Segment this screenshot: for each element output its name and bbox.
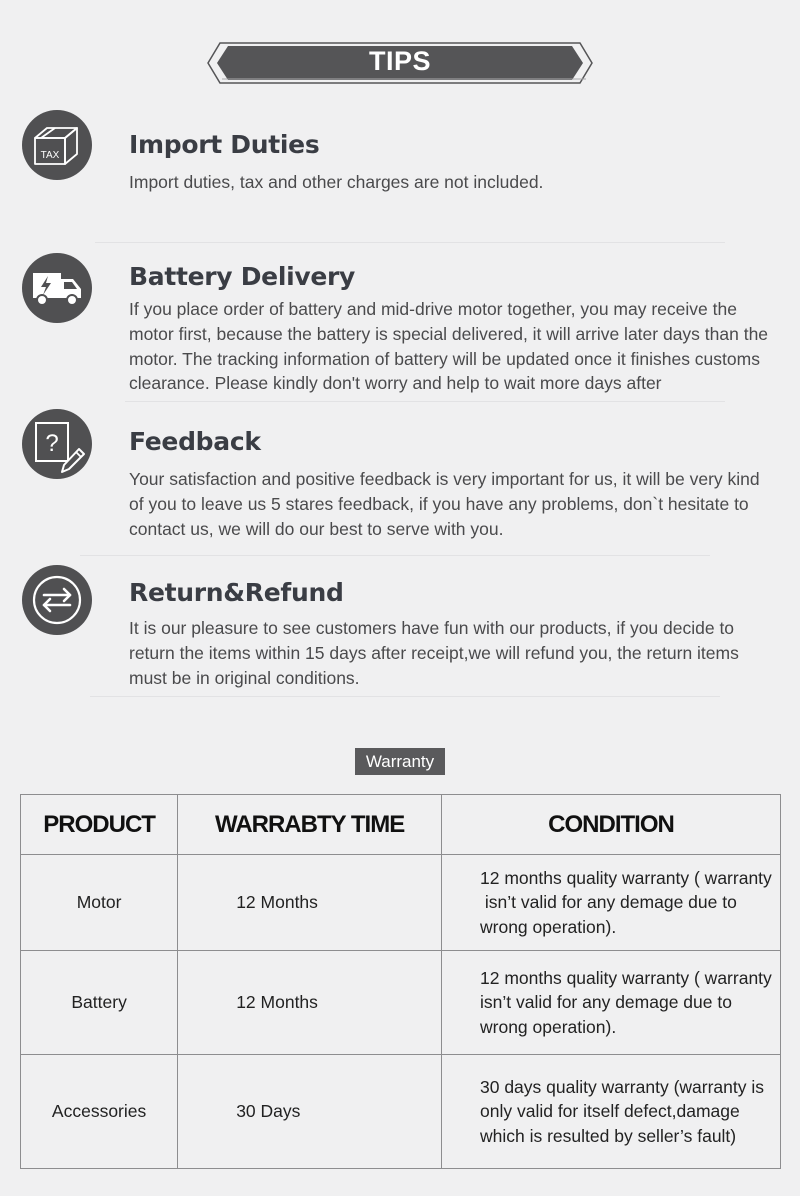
cell-time: 12 Months	[178, 855, 442, 951]
question-edit-icon	[22, 409, 92, 479]
tax-box-icon	[22, 110, 92, 180]
divider	[125, 401, 725, 402]
cell-time: 30 Days	[178, 1055, 442, 1169]
condition-line: isn’t valid for any demage due to	[480, 892, 737, 913]
header-condition: CONDITION	[442, 795, 781, 855]
divider	[95, 242, 725, 243]
tip-text: Your satisfaction and positive feedback is very important for us, it will be very kind of you to leave us 5 stares feedback, if you have any problems, don`t hesitate to contact us, we will do our best to serve with you.	[129, 469, 760, 539]
cell-condition	[442, 1055, 781, 1169]
warranty-label: Warranty	[355, 748, 445, 775]
question-mark: ?	[45, 430, 59, 457]
table-row	[21, 951, 781, 1055]
table-header-row	[21, 795, 781, 855]
condition-line: 12 months quality warranty ( warranty	[480, 967, 772, 988]
condition-line: 30 days quality warranty (warranty is	[480, 1076, 764, 1097]
cell-product: Battery	[21, 951, 178, 1055]
condition-line: only valid for itself defect,damage	[480, 1101, 740, 1122]
tip-text: It is our pleasure to see customers have fun with our products, if you decide to return the items within 15 days after receipt,we will refund you, the return items must be in original conditions.	[129, 618, 739, 688]
cell-condition	[442, 951, 781, 1055]
divider	[90, 696, 720, 697]
exchange-arrows-icon	[22, 565, 92, 635]
table-row	[21, 1055, 781, 1169]
condition-line: which is resulted by seller’s fault)	[480, 1125, 737, 1146]
cell-condition	[442, 855, 781, 951]
tip-title: Battery Delivery	[129, 262, 356, 291]
condition-line: isn’t valid for any demage due to	[480, 992, 732, 1013]
tip-title: Return&Refund	[129, 578, 344, 607]
tip-text: Import duties, tax and other charges are not included.	[129, 172, 544, 192]
tips-banner	[206, 42, 594, 84]
delivery-truck-icon	[22, 253, 92, 323]
banner-title: TIPS	[368, 46, 431, 76]
tip-title: Feedback	[129, 427, 261, 456]
header-warranty-time: WARRABTY TIME	[178, 795, 442, 855]
cell-product: Accessories	[21, 1055, 178, 1169]
table-row	[21, 855, 781, 951]
tip-title: Import Duties	[129, 130, 320, 159]
cell-product: Motor	[21, 855, 178, 951]
warranty-table	[20, 794, 781, 1169]
condition-line: wrong operation).	[480, 916, 617, 937]
tax-label: TAX	[40, 150, 60, 161]
cell-time: 12 Months	[178, 951, 442, 1055]
condition-line: wrong operation).	[480, 1016, 617, 1037]
header-product: PRODUCT	[21, 795, 178, 855]
condition-line: 12 months quality warranty ( warranty	[480, 867, 772, 888]
divider	[80, 555, 710, 556]
tip-text: If you place order of battery and mid-drive motor together, you may receive the motor first, because the battery is special delivered, it will arrive later days than the motor. The tracking information of battery will be updated once it finishes customs clearance. Please kindly don't worry and help to wait more days after	[129, 299, 769, 394]
